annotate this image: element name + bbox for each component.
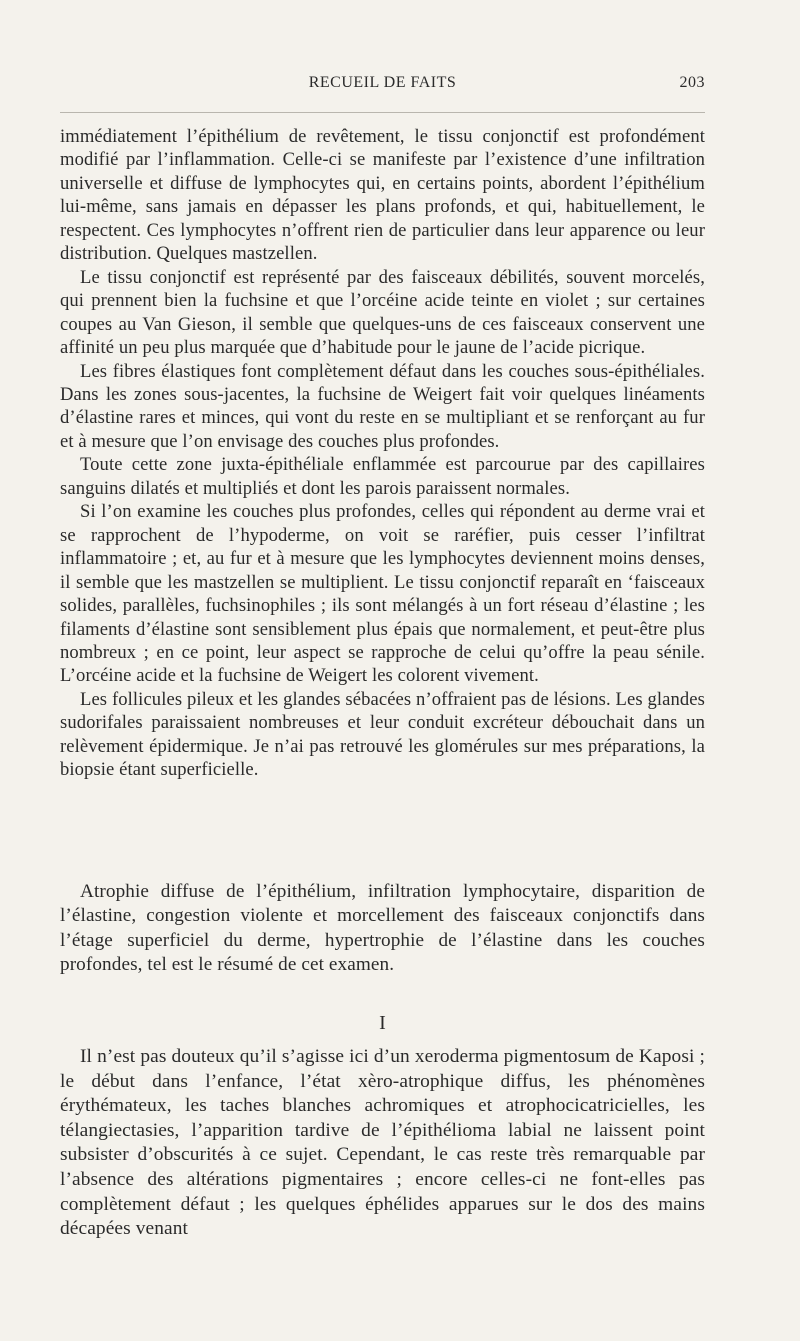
- body-text-upper: [60, 125, 705, 782]
- paragraph-deeper-layers: Si l’on examine les couches plus profondes, celles qui répondent au derme vrai et se rapprochent de l’hypoderme, on voit se raréfier, puis cesser l’infiltrat inflammatoire ; et, au fur et à mesure que les lymphocytes deviennent moins denses, il semble que les mastzellen se multiplient. Le tissu conjonctif reparaît en ‘faisceaux solides, parallèles, fuchsinophiles ; ils sont mélangés à un fort réseau d’élastine ; les filaments d’élastine sont sensiblement plus épais que normalement, et peut-être plus nombreux ; en ce point, leur aspect se rapproche de celui qu’offre la peau sénile. L’orcéine acide et la fuchsine de Weigert les colorent vivement.: [60, 501, 705, 687]
- summary-block: [60, 880, 705, 978]
- section-numeral: I: [379, 1012, 386, 1034]
- paragraph-diagnosis: Il n’est pas douteux qu’il s’agisse ici d’un xeroderma pigmentosum de Kaposi ; le début dans l’enfance, l’état xèro-atrophique diffus, les phénomènes érythémateux, les taches blanches achromiques et atrophocicatricielles, les télangiectasies, l’apparition tardive de l’épithélioma labial ne laissent point subsister d’obscurités à ce sujet. Cependant, le cas reste très remarquable par l’absence des altérations pigmentaires ; encore celles-ci ne font-elles pas complètement défaut ; les quelques éphélides apparues sur le dos des mains décapées venant: [60, 1046, 705, 1240]
- paragraph-elastic-fibres: Les fibres élastiques font complètement défaut dans les couches sous-épithéliales. Dans les zones sous-jacentes, la fuchsine de Weigert fait voir quelques linéaments d’élastine rares et minces, qui vont du reste en se multipliant et se renforçant au fur et à mesure que l’on envisage des couches plus profondes.: [60, 360, 705, 452]
- paragraph-follicles-glands: Les follicules pileux et les glandes sébacées n’offraient pas de lésions. Les glandes sudorifales paraissaient nombreuses et leur conduit excréteur débouchait dans un relèvement épidermique. Je n’ai pas retrouvé les glomérules sur mes préparations, la biopsie étant superficielle.: [60, 688, 705, 781]
- paragraph-epithelium-continued: immédiatement l’épithélium de revêtement, le tissu conjonctif est profondément modifié par l’inflammation. Celle-ci se manifeste par l’existence d’une infiltration universelle et diffuse de lymphocytes qui, en certains points, abordent l’épithélium lui-même, sans jamais en dépasser les plans profonds, et qui, habituellement, le respectent. Ces lymphocytes n’offrent rien de particulier dans leur apparence ou leur distribution. Quelques mastzellen.: [60, 126, 705, 265]
- running-head: [60, 74, 705, 98]
- paragraph-connective-tissue: Le tissu conjonctif est représenté par des faisceaux débilités, souvent morcelés, qui prennent bien la fuchsine et que l’orcéine acide teinte en violet ; sur certaines coupes au Van Gieson, il semble que quelques-uns de ces faisceaux conservent une affinité un peu plus marquée que d’habitude pour le jaune de l’acide picrique.: [60, 266, 705, 359]
- paragraph-capillaries: Toute cette zone juxta-épithéliale enflammée est parcourue par des capillaires sanguins dilatés et multipliés et dont les parois paraissent normales.: [60, 454, 705, 499]
- page-number: 203: [679, 74, 705, 91]
- running-title: RECUEIL DE FAITS: [308, 74, 457, 91]
- body-text-lower: [60, 1045, 705, 1242]
- paragraph-summary: Atrophie diffuse de l’épithélium, infiltration lymphocytaire, disparition de l’élastine, congestion violente et morcellement des faisceaux conjonctifs dans l’étage superficiel du derme, hypertrophie de l’élastine dans les couches profondes, tel est le résumé de cet examen.: [60, 881, 705, 976]
- header-rule: [60, 112, 705, 113]
